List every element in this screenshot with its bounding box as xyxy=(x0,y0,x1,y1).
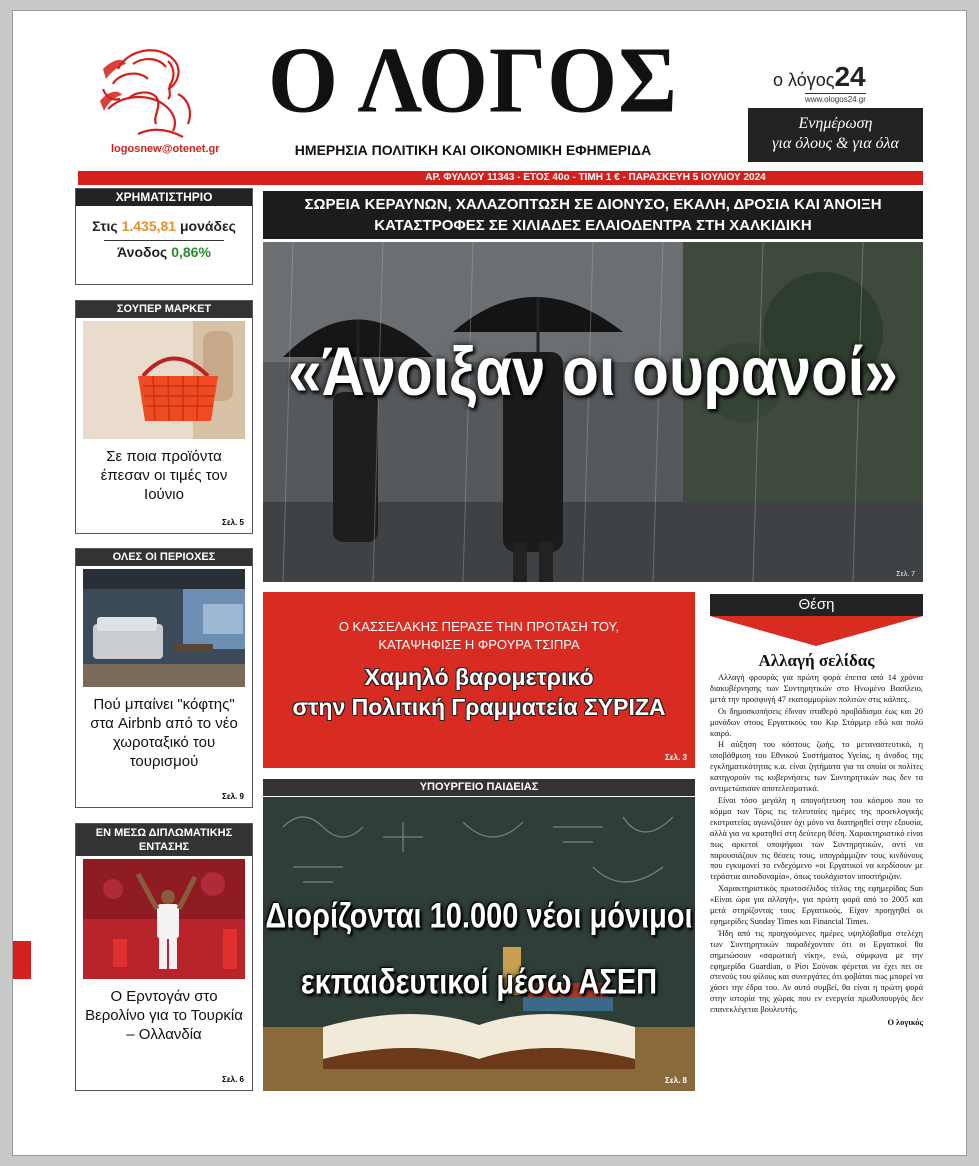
education-headline-line-1: Διορίζονται 10.000 νέοι μόνιμοι xyxy=(265,897,693,937)
brand-slogan xyxy=(748,108,923,162)
supermarket-header: ΣΟΥΠΕΡ ΜΑΡΚΕΤ xyxy=(76,301,252,318)
stock-prefix: Στις xyxy=(92,218,122,234)
editorial-paragraph: Ήδη από τις προηγούμενες ημέρες υψηλόβαθμα στελέχη των Συντηρητικών παραδέχονταν ότι οι Εργατικοί θα σημειώσουν «σαρωτική νίκη», ενώ, σύμφωνα με την εφημερίδα Guardian, ο Ρίσι Σούνακ φέρεται να έχει πει σε στενούς του φίλους και συνεργάτες ότι φοβάται πως μπορεί να χάσει την έδρα του. Αν αυτό συμβεί, θα είναι η πρώτη φορά στην ιστορία της χώρας που εν ενεργεία πρωθυπουργός δεν επανεκλέγεται βουλευτής. xyxy=(710,928,923,1015)
regions-story-text: Πού μπαίνει "κόφτης" στα Airbnb από το νέο χωροταξικό του τουρισμού xyxy=(90,696,238,770)
syriza-story[interactable] xyxy=(263,592,695,768)
editorial-paragraph: Η αύξηση του κόστους ζωής, το μεταναστευτικό, η υποβάθμιση του Εθνικού Συστήματος Υγείας, η άνοδος της εγκληματικότητας κ.α. είναι ζητήματα για τα οποία οι πολίτες κατηγορούν τις κυβερνήσεις των Συντηρητικών πως δεν τα αντιμετώπισαν αποτελεσματικά. xyxy=(710,740,923,794)
newspaper-logo-illustration xyxy=(98,39,208,139)
slogan-line-1: Ενημέρωση xyxy=(798,115,873,132)
diplomatic-story-text: Ο Ερντογάν στο Βερολίνο για το Τουρκία – Ολλανδία xyxy=(85,988,243,1043)
newspaper-front-page xyxy=(12,10,967,1156)
brand-url: www.ologos24.gr xyxy=(805,95,866,104)
brand-number: 24 xyxy=(834,61,866,92)
slogan-line-2: για όλους & για όλα xyxy=(772,135,899,152)
diplomatic-header-line-2: ΕΝΤΑΣΗΣ xyxy=(138,841,190,853)
stock-change-line xyxy=(76,244,252,260)
syriza-page-ref: Σελ. 3 xyxy=(665,753,687,762)
editorial-body xyxy=(710,673,923,1029)
storm-page-ref: Σελ. 7 xyxy=(896,571,915,578)
syriza-kicker-line-1: Ο ΚΑΣΣΕΛΑΚΗΣ ΠΕΡΑΣΕ ΤΗΝ ΠΡΟΤΑΣΗ ΤΟΥ, xyxy=(338,619,620,634)
storm-banner xyxy=(263,191,923,239)
storm-banner-line-2: ΚΑΤΑΣΤΡΟΦΕΣ ΣΕ ΧΙΛΙΑΔΕΣ ΕΛΑΙΟΔΕΝΤΡΑ ΣΤΗ ΧΑΛΚΙΔΙΚΗ xyxy=(374,217,812,234)
editorial-paragraph: Οι δημοσκοπήσεις έδιναν σταθερό προβάδισμα έως και 20 μονάδων στους Εργατικούς του Κιρ Στάρμερ εδώ και πολύ καιρό. xyxy=(710,706,923,738)
editorial-paragraph: Αλλαγή φρουράς για πρώτη φορά έπειτα από 14 χρόνια διακυβέρνησης των Συντηρητικών στο Ηνωμένο Βασίλειο, μετά την προσφυγή 47 εκατομμυρίων πολιτών στις κάλπες. xyxy=(710,673,923,704)
regions-story[interactable] xyxy=(75,548,253,808)
regions-header: ΟΛΕΣ ΟΙ ΠΕΡΙΟΧΕΣ xyxy=(76,549,252,566)
red-edge-tab xyxy=(13,941,31,979)
storm-headline: «Άνοιξαν οι ουρανοί» xyxy=(288,332,898,411)
stock-market-box xyxy=(75,188,253,285)
editorial-signature: Ο λογικός xyxy=(887,1018,923,1028)
editorial-paragraph: Είναι τόσο μεγάλη η απογοήτευση του κόσμου που το κόμμα των Τόρις τις τελευταίες ημέρες της προεκλογικής εκστρατείας αγωνιζόταν όχι μόνο να διατηρηθεί στην εξουσία, αλλά για να κρατηθεί στη δεύτερη θέση. Χαρακτηριστικό είναι πως αρκετοί υποψήφιοι των Συντηρητικών, αντί να παρουσιάζουν τις θέσεις τους, υπογράμμιζαν τους κινδύνους που εγκυμονεί το ενδεχόμενο «οι Εργατικοί να κερδίσουν με τεράστια αυτοδυναμία», όπως τουλάχιστον υποστήριζαν. xyxy=(710,795,923,882)
stock-market-header: ΧΡΗΜΑΤΙΣΤΗΡΙΟ xyxy=(76,189,252,206)
supermarket-story[interactable] xyxy=(75,300,253,534)
stock-change-value: 0,86% xyxy=(171,244,211,260)
stock-index-line xyxy=(76,218,252,234)
storm-hero-story[interactable] xyxy=(263,242,923,582)
syriza-headline-line-1: Χαμηλό βαρομετρικό xyxy=(364,664,594,690)
storm-banner-line-1: ΣΩΡΕΙΑ ΚΕΡΑΥΝΩΝ, ΧΑΛΑΖΟΠΤΩΣΗ ΣΕ ΔΙΟΝΥΣΟ, ΕΚΑΛΗ, ΔΡΟΣΙΑ ΚΑΙ ΆΝΟΙΞΗ xyxy=(304,196,882,213)
editorial-label: Θέση xyxy=(710,594,923,616)
supermarket-story-text: Σε ποια προϊόντα έπεσαν οι τιμές τον Ιούνιο xyxy=(100,448,228,503)
editorial-paragraph: Χαρακτηριστικός πρωτοσέλιδος τίτλος της εφημερίδας Sun «Είναι ώρα για αλλαγή», για πρώτη φορά από το 2005 και μετά στηρίζοντας τους Εργατικούς. Είχαν προηγηθεί οι εφημερίδες Sunday Times και Financial Times. xyxy=(710,884,923,926)
stock-index-value: 1.435,81 xyxy=(121,218,177,234)
diplomatic-header xyxy=(76,824,252,856)
contact-email: logosnew@otenet.gr xyxy=(111,143,220,155)
rain-umbrellas-photo xyxy=(263,242,923,582)
newspaper-title: Ο ΛΟΓΟΣ xyxy=(268,28,678,133)
diplomatic-page-ref: Σελ. 6 xyxy=(222,1075,244,1084)
supermarket-page-ref: Σελ. 5 xyxy=(222,518,244,527)
syriza-headline-line-2: στην Πολιτική Γραμματεία ΣΥΡΙΖΑ xyxy=(292,694,666,720)
newspaper-subtitle: ΗΜΕΡΗΣΙΑ ΠΟΛΙΤΙΚΗ ΚΑΙ ΟΙΚΟΝΟΜΙΚΗ ΕΦΗΜΕΡΙΔΑ xyxy=(294,142,652,158)
football-celebration-photo xyxy=(83,859,245,979)
education-story[interactable] xyxy=(263,797,695,1091)
syriza-kicker-line-2: ΚΑΤΑΨΗΦΙΣΕ Η ΦΡΟΥΡΑ ΤΣΙΠΡΑ xyxy=(378,637,580,652)
education-page-ref: Σελ. 8 xyxy=(665,1076,687,1085)
ologos24-brand xyxy=(773,61,866,93)
apartment-interior-photo xyxy=(83,569,245,687)
brand-name: ο λόγος xyxy=(773,70,835,90)
education-header: ΥΠΟΥΡΓΕΙΟ ΠΑΙΔΕΙΑΣ xyxy=(263,779,695,796)
education-headline-line-2: εκπαιδευτικοί μέσω ΑΣΕΠ xyxy=(300,963,658,1003)
editorial-red-triangle xyxy=(710,616,923,646)
issue-info-bar: ΑΡ. ΦΥΛΛΟΥ 11343 - ΕΤΟΣ 40ο - ΤΙΜΗ 1 € - ΠΑΡΑΣΚΕΥΗ 5 ΙΟΥΛΙΟΥ 2024 xyxy=(78,171,923,185)
editorial-title: Αλλαγή σελίδας xyxy=(758,651,875,670)
stock-suffix: μονάδες xyxy=(176,218,236,234)
diplomatic-header-line-1: ΕΝ ΜΕΣΩ ΔΙΠΛΩΜΑΤΙΚΗΣ xyxy=(95,827,233,839)
diplomatic-story[interactable] xyxy=(75,823,253,1091)
chalkboard-books-photo xyxy=(263,797,695,1091)
regions-page-ref: Σελ. 9 xyxy=(222,792,244,801)
stock-divider xyxy=(104,240,224,241)
stock-change-prefix: Άνοδος xyxy=(117,244,172,260)
shopping-basket-photo xyxy=(83,321,245,439)
